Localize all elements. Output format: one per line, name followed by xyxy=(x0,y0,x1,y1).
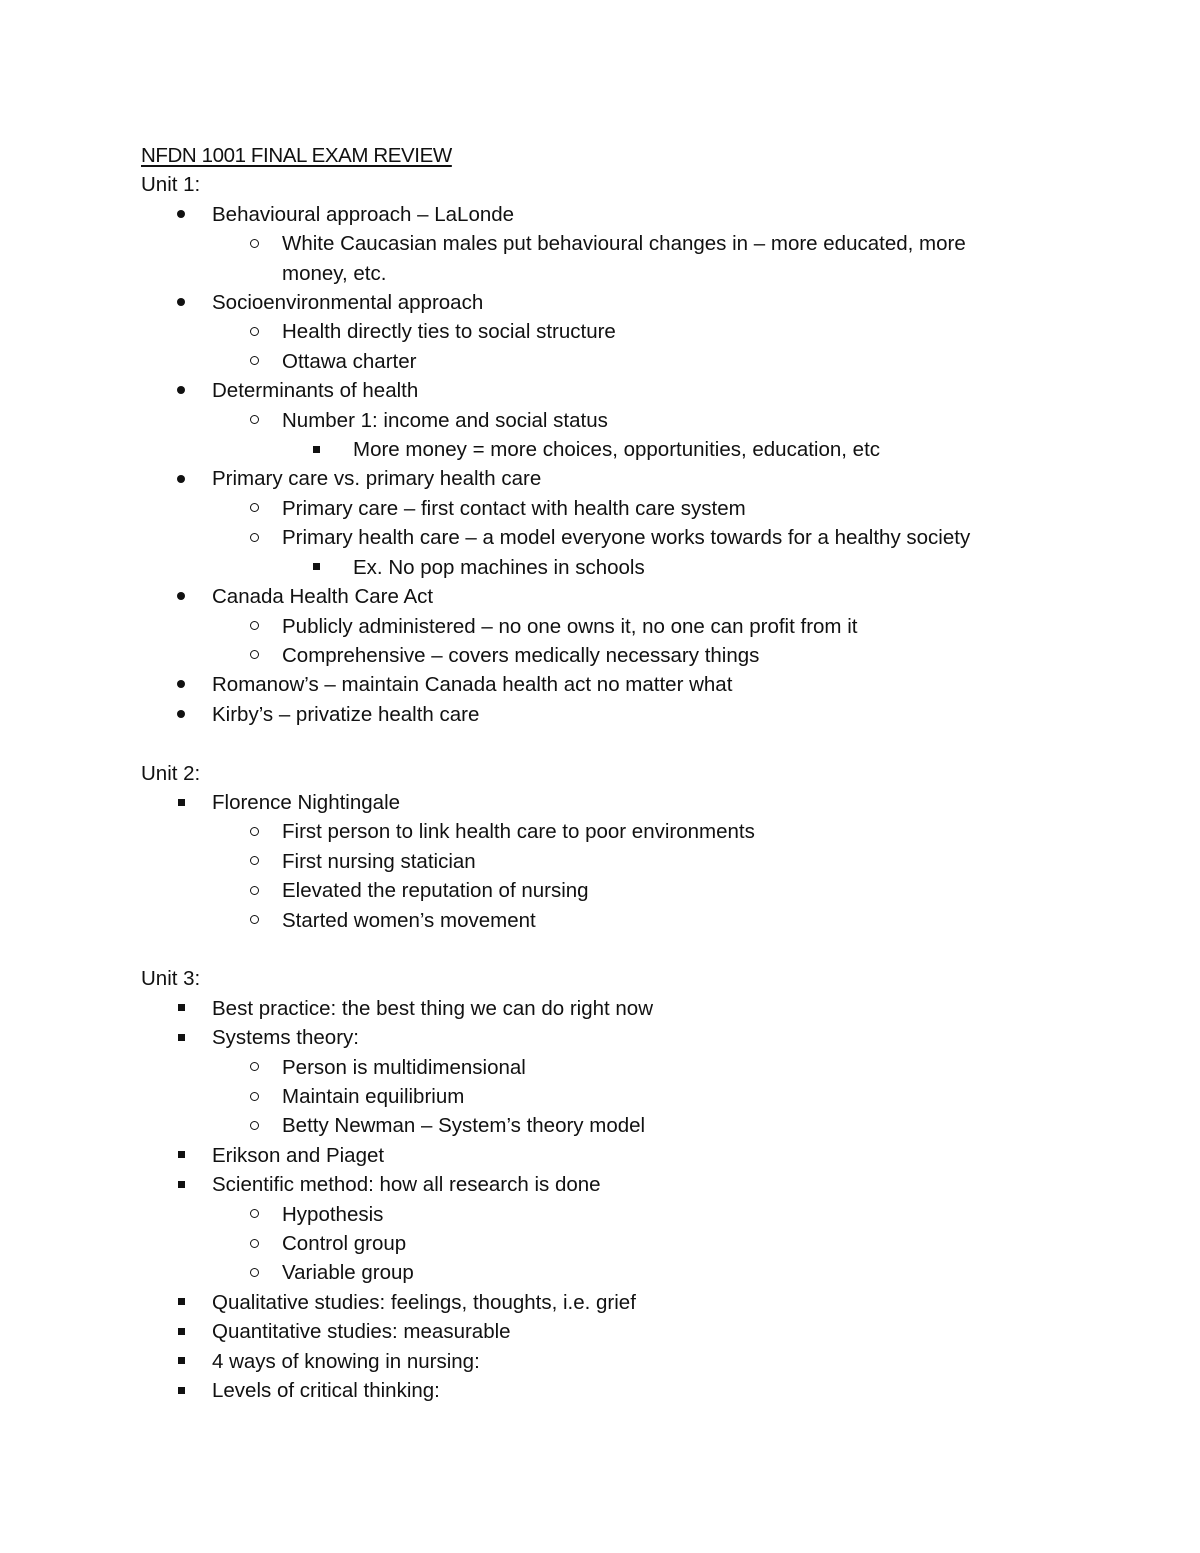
unit-3-heading: Unit 3: xyxy=(141,967,201,991)
list-item: Person is multidimensional xyxy=(141,1053,1061,1082)
bullet-icon xyxy=(171,200,191,229)
list-item: More money = more choices, opportunities, education, etc xyxy=(141,435,1061,464)
list-item: Florence Nightingale xyxy=(141,788,1061,817)
bullet-icon xyxy=(171,582,191,611)
list-item: Scientific method: how all research is done xyxy=(141,1170,1061,1199)
circle-bullet-icon xyxy=(244,847,264,876)
bullet-icon xyxy=(171,670,191,699)
list-item: Maintain equilibrium xyxy=(141,1082,1061,1111)
circle-bullet-icon xyxy=(244,817,264,846)
circle-bullet-icon xyxy=(244,347,264,376)
list-item: Romanow’s – maintain Canada health act no matter what xyxy=(141,670,1061,699)
list-item: Publicly administered – no one owns it, no one can profit from it xyxy=(141,612,1061,641)
list-item: Health directly ties to social structure xyxy=(141,317,1061,346)
circle-bullet-icon xyxy=(244,229,264,258)
circle-bullet-icon xyxy=(244,1082,264,1111)
list-item: Kirby’s – privatize health care xyxy=(141,700,1061,729)
list-item: Ottawa charter xyxy=(141,347,1061,376)
circle-bullet-icon xyxy=(244,317,264,346)
list-item: Betty Newman – System’s theory model xyxy=(141,1111,1061,1140)
list-item: Elevated the reputation of nursing xyxy=(141,876,1061,905)
square-bullet-icon xyxy=(171,994,191,1023)
list-item: Levels of critical thinking: xyxy=(141,1376,1061,1405)
list-item: Started women’s movement xyxy=(141,906,1061,935)
unit-2-heading: Unit 2: xyxy=(141,761,201,785)
list-item: Qualitative studies: feelings, thoughts, i.e. grief xyxy=(141,1288,1061,1317)
list-item: Behavioural approach – LaLonde xyxy=(141,200,1061,229)
square-bullet-icon xyxy=(171,1347,191,1376)
square-bullet-icon xyxy=(171,788,191,817)
list-item: Primary care – first contact with health care system xyxy=(141,494,1061,523)
circle-bullet-icon xyxy=(244,906,264,935)
square-bullet-icon xyxy=(171,1170,191,1199)
circle-bullet-icon xyxy=(244,1111,264,1140)
bullet-icon xyxy=(171,376,191,405)
list-item: Systems theory: xyxy=(141,1023,1061,1052)
circle-bullet-icon xyxy=(244,406,264,435)
bullet-icon xyxy=(171,700,191,729)
blank-line xyxy=(141,935,1061,964)
list-item: Control group xyxy=(141,1229,1061,1258)
circle-bullet-icon xyxy=(244,1200,264,1229)
blank-line xyxy=(141,729,1061,758)
list-item: Canada Health Care Act xyxy=(141,582,1061,611)
square-bullet-icon xyxy=(306,553,326,582)
square-bullet-icon xyxy=(306,435,326,464)
list-item: Quantitative studies: measurable xyxy=(141,1317,1061,1346)
list-item: Socioenvironmental approach xyxy=(141,288,1061,317)
list-item: Comprehensive – covers medically necessary things xyxy=(141,641,1061,670)
unit-1-heading: Unit 1: xyxy=(141,173,201,197)
list-item: Primary care vs. primary health care xyxy=(141,464,1061,493)
square-bullet-icon xyxy=(171,1376,191,1405)
list-item: White Caucasian males put behavioural changes in – more educated, more money, etc. xyxy=(141,229,1002,288)
list-item: Variable group xyxy=(141,1258,1061,1287)
list-item: Determinants of health xyxy=(141,376,1061,405)
circle-bullet-icon xyxy=(244,641,264,670)
list-item: Hypothesis xyxy=(141,1200,1061,1229)
circle-bullet-icon xyxy=(244,876,264,905)
circle-bullet-icon xyxy=(244,612,264,641)
list-item: First nursing statician xyxy=(141,847,1061,876)
document-title: NFDN 1001 FINAL EXAM REVIEW xyxy=(141,144,452,167)
list-item: Number 1: income and social status xyxy=(141,406,1061,435)
list-item: Ex. No pop machines in schools xyxy=(141,553,1061,582)
document-body xyxy=(141,141,1061,1405)
list-item: Primary health care – a model everyone works towards for a healthy society xyxy=(141,523,1061,552)
list-item: First person to link health care to poor environments xyxy=(141,817,1061,846)
bullet-icon xyxy=(171,464,191,493)
circle-bullet-icon xyxy=(244,523,264,552)
circle-bullet-icon xyxy=(244,1258,264,1287)
list-item: Erikson and Piaget xyxy=(141,1141,1061,1170)
square-bullet-icon xyxy=(171,1023,191,1052)
bullet-icon xyxy=(171,288,191,317)
circle-bullet-icon xyxy=(244,1229,264,1258)
circle-bullet-icon xyxy=(244,1053,264,1082)
circle-bullet-icon xyxy=(244,494,264,523)
square-bullet-icon xyxy=(171,1288,191,1317)
square-bullet-icon xyxy=(171,1141,191,1170)
list-item: Best practice: the best thing we can do right now xyxy=(141,994,1061,1023)
square-bullet-icon xyxy=(171,1317,191,1346)
list-item: 4 ways of knowing in nursing: xyxy=(141,1347,1061,1376)
